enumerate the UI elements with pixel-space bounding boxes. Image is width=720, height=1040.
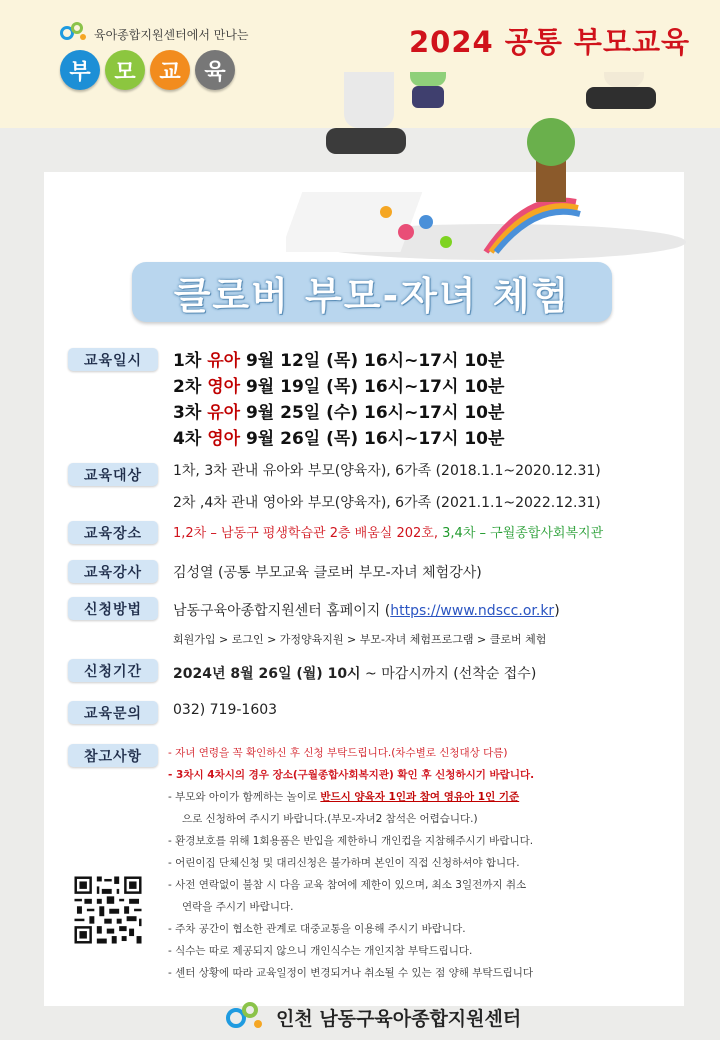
schedule-date: 9월 12일 (목) 16시~17시 10분 xyxy=(245,351,505,371)
note-item: - 어린이집 단체신청 및 대리신청은 불가하며 본인이 직접 신청하셔야 합니다. xyxy=(168,857,520,869)
label-target: 교육대상 xyxy=(68,463,158,486)
label-contact: 교육문의 xyxy=(68,701,158,724)
schedule-row xyxy=(173,346,504,371)
schedule-order: 2차 xyxy=(173,377,202,397)
schedule-group: 유아 xyxy=(207,403,241,423)
target-line: 1차, 3차 관내 유아와 부모(양육자), 6가족 (2018.1.1~2020.12.31) xyxy=(173,463,601,479)
method-text xyxy=(173,600,560,620)
method-close: ) xyxy=(554,603,560,619)
label-place: 교육장소 xyxy=(68,521,158,544)
label-instructor: 교육강사 xyxy=(68,560,158,583)
badge-char: 교 xyxy=(150,50,190,90)
parent-education-badges xyxy=(60,50,235,90)
schedule-group: 유아 xyxy=(207,351,241,371)
note-item: - 3차시 4차시의 경우 장소(구월종합사회복지관) 확인 후 신청하시기 바랍니다. xyxy=(168,769,535,781)
label-method: 신청방법 xyxy=(68,597,158,620)
schedule-row xyxy=(173,398,504,423)
place-text xyxy=(173,522,603,541)
footer-organization xyxy=(226,1000,521,1034)
schedule-row xyxy=(173,372,504,397)
schedule-order: 1차 xyxy=(173,351,202,371)
period-text xyxy=(173,663,536,683)
note-item: - 자녀 연령을 꼭 확인하신 후 신청 부탁드립니다.(차수별로 신청대상 다름) xyxy=(168,747,508,759)
schedule-date: 9월 26일 (목) 16시~17시 10분 xyxy=(245,429,505,449)
application-path: 회원가입 > 로그인 > 가정양육지원 > 부모-자녀 체험프로그램 > 클로버 체험 xyxy=(173,633,547,646)
homepage-link[interactable]: https://www.ndscc.or.kr xyxy=(390,603,555,619)
method-desc: 남동구육아종합지원센터 홈페이지 ( xyxy=(173,603,391,619)
sub-brand xyxy=(60,22,249,46)
note-item xyxy=(168,786,668,808)
schedule-order: 3차 xyxy=(173,403,202,423)
note-item: - 센터 상황에 따라 교육일정이 변경되거나 취소될 수 있는 점 양해 부탁드립니다 xyxy=(168,967,534,979)
footer-name: 인천 남동구육아종합지원센터 xyxy=(276,1007,522,1030)
label-schedule: 교육일시 xyxy=(68,348,158,371)
page-title: 2024 공통 부모교육 xyxy=(409,25,690,59)
center-logo-icon xyxy=(60,22,88,46)
schedule-row xyxy=(173,424,504,449)
center-logo-icon xyxy=(226,1002,266,1032)
note-item: 으로 신청하여 주시기 바랍니다.(부모-자녀2 참석은 어렵습니다.) xyxy=(182,813,478,825)
sub-brand-text: 육아종합지원센터에서 만나는 xyxy=(94,27,249,42)
badge-char: 육 xyxy=(195,50,235,90)
schedule-date: 9월 25일 (수) 16시~17시 10분 xyxy=(245,403,505,423)
schedule-order: 4차 xyxy=(173,429,202,449)
badge-char: 부 xyxy=(60,50,100,90)
label-notes: 참고사항 xyxy=(68,744,158,767)
note-item: - 주차 공간이 협소한 관계로 대중교통을 이용해 주시기 바랍니다. xyxy=(168,923,466,935)
notes-list xyxy=(168,742,668,984)
period-rest: ~ 마감시까지 (선착순 접수) xyxy=(360,666,537,682)
note-item: 연락을 주시기 바랍니다. xyxy=(182,901,294,913)
place-part: 1,2차 – 남동구 평생학습관 2층 배움실 202호, xyxy=(173,526,438,541)
schedule-date: 9월 19일 (목) 16시~17시 10분 xyxy=(245,377,505,397)
target-line: 2차 ,4차 관내 영아와 부모(양육자), 6가족 (2021.1.1~2022.12.31) xyxy=(173,495,601,511)
note-item: - 사전 연락없이 불참 시 다음 교육 참여에 제한이 있으며, 최소 3일전까지 취소 xyxy=(168,879,527,891)
schedule-group: 영아 xyxy=(207,377,241,397)
schedule-group: 영아 xyxy=(207,429,241,449)
place-part: 3,4차 – 구월종합사회복지관 xyxy=(442,526,604,541)
instructor-text: 김성열 (공통 부모교육 클로버 부모-자녀 체험강사) xyxy=(173,565,482,581)
family-painting-illustration xyxy=(286,72,686,262)
note-text: - 부모와 아이가 함께하는 놀이로 xyxy=(168,791,321,803)
label-period: 신청기간 xyxy=(68,659,158,682)
program-title-banner: 클로버 부모-자녀 체험 xyxy=(132,262,612,322)
note-item: - 식수는 따로 제공되지 않으니 개인식수는 개인지참 부탁드립니다. xyxy=(168,945,473,957)
period-date: 2024년 8월 26일 (월) 10시 xyxy=(173,666,361,682)
note-highlight: 반드시 양육자 1인과 참여 영유아 1인 기준 xyxy=(320,791,520,803)
note-item: - 환경보호를 위해 1회용품은 반입을 제한하니 개인컵을 지참해주시기 바랍니다. xyxy=(168,835,534,847)
badge-char: 모 xyxy=(105,50,145,90)
qr-code-icon[interactable] xyxy=(72,874,144,946)
contact-phone: 032) 719-1603 xyxy=(173,702,278,718)
